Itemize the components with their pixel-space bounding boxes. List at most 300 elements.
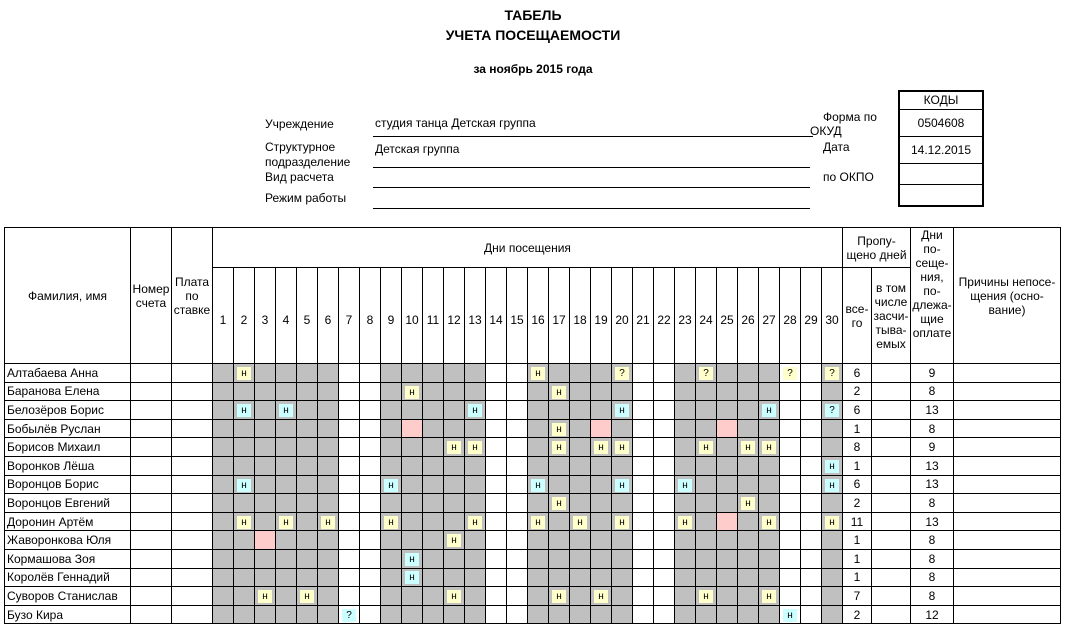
day-cell[interactable] <box>738 456 759 475</box>
day-cell[interactable] <box>591 587 612 606</box>
day-cell[interactable] <box>465 531 486 550</box>
day-cell[interactable] <box>738 494 759 513</box>
day-cell[interactable] <box>591 475 612 494</box>
day-cell[interactable] <box>822 549 843 568</box>
day-cell[interactable] <box>507 401 528 420</box>
day-cell[interactable] <box>255 512 276 531</box>
day-cell[interactable] <box>528 364 549 383</box>
day-cell[interactable] <box>801 512 822 531</box>
day-cell[interactable] <box>423 456 444 475</box>
day-cell[interactable] <box>360 512 381 531</box>
day-cell[interactable] <box>213 605 234 624</box>
day-cell[interactable] <box>465 605 486 624</box>
day-cell[interactable] <box>591 512 612 531</box>
day-cell[interactable] <box>801 605 822 624</box>
day-cell[interactable] <box>549 549 570 568</box>
day-cell[interactable] <box>297 587 318 606</box>
day-cell[interactable] <box>675 456 696 475</box>
absence-reason[interactable] <box>954 512 1061 531</box>
day-cell[interactable] <box>465 587 486 606</box>
pay-cell[interactable] <box>172 531 213 550</box>
day-cell[interactable] <box>633 382 654 401</box>
day-cell[interactable] <box>360 382 381 401</box>
day-cell[interactable] <box>591 549 612 568</box>
day-cell[interactable] <box>591 568 612 587</box>
missed-counted[interactable] <box>872 531 911 550</box>
day-cell[interactable] <box>717 438 738 457</box>
day-cell[interactable] <box>738 475 759 494</box>
day-cell[interactable] <box>276 587 297 606</box>
day-cell[interactable] <box>465 401 486 420</box>
absence-reason[interactable] <box>954 475 1061 494</box>
day-cell[interactable] <box>318 419 339 438</box>
day-cell[interactable] <box>780 475 801 494</box>
day-cell[interactable] <box>213 512 234 531</box>
day-cell[interactable] <box>486 419 507 438</box>
day-cell[interactable] <box>549 401 570 420</box>
day-cell[interactable] <box>234 475 255 494</box>
day-cell[interactable] <box>528 531 549 550</box>
day-cell[interactable] <box>570 568 591 587</box>
day-cell[interactable] <box>318 475 339 494</box>
day-cell[interactable] <box>696 605 717 624</box>
missed-counted[interactable] <box>872 494 911 513</box>
day-cell[interactable] <box>402 531 423 550</box>
day-cell[interactable] <box>801 587 822 606</box>
day-cell[interactable] <box>717 401 738 420</box>
missed-counted[interactable] <box>872 419 911 438</box>
day-cell[interactable] <box>234 401 255 420</box>
day-cell[interactable] <box>402 494 423 513</box>
day-cell[interactable] <box>780 587 801 606</box>
day-cell[interactable] <box>486 364 507 383</box>
day-cell[interactable] <box>591 401 612 420</box>
day-cell[interactable] <box>255 382 276 401</box>
day-cell[interactable] <box>360 456 381 475</box>
day-cell[interactable] <box>234 568 255 587</box>
day-cell[interactable] <box>759 419 780 438</box>
day-cell[interactable] <box>423 364 444 383</box>
day-cell[interactable] <box>360 605 381 624</box>
pay-cell[interactable] <box>172 549 213 568</box>
day-cell[interactable] <box>465 382 486 401</box>
day-cell[interactable] <box>213 494 234 513</box>
day-cell[interactable] <box>738 512 759 531</box>
day-cell[interactable] <box>591 382 612 401</box>
day-cell[interactable] <box>822 419 843 438</box>
day-cell[interactable] <box>360 494 381 513</box>
day-cell[interactable] <box>822 531 843 550</box>
day-cell[interactable] <box>402 549 423 568</box>
day-cell[interactable] <box>213 587 234 606</box>
day-cell[interactable] <box>570 382 591 401</box>
day-cell[interactable] <box>780 512 801 531</box>
day-cell[interactable] <box>486 605 507 624</box>
day-cell[interactable] <box>654 605 675 624</box>
day-cell[interactable] <box>297 531 318 550</box>
pay-cell[interactable] <box>172 494 213 513</box>
day-cell[interactable] <box>297 605 318 624</box>
absence-reason[interactable] <box>954 364 1061 383</box>
day-cell[interactable] <box>486 475 507 494</box>
day-cell[interactable] <box>549 568 570 587</box>
day-cell[interactable] <box>360 587 381 606</box>
day-cell[interactable] <box>276 512 297 531</box>
day-cell[interactable] <box>717 364 738 383</box>
day-cell[interactable] <box>675 364 696 383</box>
day-cell[interactable] <box>465 456 486 475</box>
day-cell[interactable] <box>486 549 507 568</box>
day-cell[interactable] <box>549 587 570 606</box>
missed-counted[interactable] <box>872 456 911 475</box>
day-cell[interactable] <box>570 587 591 606</box>
day-cell[interactable] <box>297 382 318 401</box>
day-cell[interactable] <box>339 549 360 568</box>
day-cell[interactable] <box>486 401 507 420</box>
day-cell[interactable] <box>213 531 234 550</box>
day-cell[interactable] <box>528 512 549 531</box>
day-cell[interactable] <box>780 438 801 457</box>
day-cell[interactable] <box>696 364 717 383</box>
account-cell[interactable] <box>131 587 172 606</box>
day-cell[interactable] <box>213 401 234 420</box>
day-cell[interactable] <box>738 568 759 587</box>
day-cell[interactable] <box>339 382 360 401</box>
account-cell[interactable] <box>131 605 172 624</box>
day-cell[interactable] <box>255 494 276 513</box>
account-cell[interactable] <box>131 419 172 438</box>
day-cell[interactable] <box>549 364 570 383</box>
day-cell[interactable] <box>738 419 759 438</box>
day-cell[interactable] <box>822 494 843 513</box>
day-cell[interactable] <box>612 494 633 513</box>
day-cell[interactable] <box>381 568 402 587</box>
absence-reason[interactable] <box>954 494 1061 513</box>
day-cell[interactable] <box>801 382 822 401</box>
day-cell[interactable] <box>591 364 612 383</box>
day-cell[interactable] <box>339 605 360 624</box>
day-cell[interactable] <box>759 512 780 531</box>
day-cell[interactable] <box>423 587 444 606</box>
day-cell[interactable] <box>780 401 801 420</box>
day-cell[interactable] <box>675 549 696 568</box>
day-cell[interactable] <box>801 475 822 494</box>
day-cell[interactable] <box>276 438 297 457</box>
day-cell[interactable] <box>801 401 822 420</box>
day-cell[interactable] <box>318 382 339 401</box>
day-cell[interactable] <box>591 438 612 457</box>
day-cell[interactable] <box>360 438 381 457</box>
day-cell[interactable] <box>486 456 507 475</box>
day-cell[interactable] <box>444 587 465 606</box>
day-cell[interactable] <box>675 605 696 624</box>
day-cell[interactable] <box>759 456 780 475</box>
day-cell[interactable] <box>570 531 591 550</box>
day-cell[interactable] <box>444 568 465 587</box>
day-cell[interactable] <box>570 419 591 438</box>
missed-counted[interactable] <box>872 587 911 606</box>
day-cell[interactable] <box>486 438 507 457</box>
day-cell[interactable] <box>381 475 402 494</box>
day-cell[interactable] <box>549 494 570 513</box>
day-cell[interactable] <box>801 364 822 383</box>
day-cell[interactable] <box>423 568 444 587</box>
day-cell[interactable] <box>318 438 339 457</box>
day-cell[interactable] <box>717 475 738 494</box>
day-cell[interactable] <box>339 531 360 550</box>
day-cell[interactable] <box>801 419 822 438</box>
day-cell[interactable] <box>570 456 591 475</box>
day-cell[interactable] <box>213 382 234 401</box>
day-cell[interactable] <box>570 512 591 531</box>
day-cell[interactable] <box>528 475 549 494</box>
day-cell[interactable] <box>318 512 339 531</box>
day-cell[interactable] <box>717 456 738 475</box>
day-cell[interactable] <box>570 549 591 568</box>
day-cell[interactable] <box>402 605 423 624</box>
day-cell[interactable] <box>339 568 360 587</box>
day-cell[interactable] <box>507 438 528 457</box>
day-cell[interactable] <box>570 401 591 420</box>
day-cell[interactable] <box>444 605 465 624</box>
day-cell[interactable] <box>654 475 675 494</box>
day-cell[interactable] <box>339 438 360 457</box>
day-cell[interactable] <box>381 438 402 457</box>
day-cell[interactable] <box>339 419 360 438</box>
day-cell[interactable] <box>486 494 507 513</box>
day-cell[interactable] <box>822 475 843 494</box>
day-cell[interactable] <box>759 494 780 513</box>
day-cell[interactable] <box>444 401 465 420</box>
day-cell[interactable] <box>255 438 276 457</box>
pay-cell[interactable] <box>172 456 213 475</box>
day-cell[interactable] <box>696 382 717 401</box>
day-cell[interactable] <box>234 531 255 550</box>
day-cell[interactable] <box>276 568 297 587</box>
day-cell[interactable] <box>297 401 318 420</box>
day-cell[interactable] <box>339 364 360 383</box>
day-cell[interactable] <box>654 382 675 401</box>
day-cell[interactable] <box>234 512 255 531</box>
day-cell[interactable] <box>528 587 549 606</box>
account-cell[interactable] <box>131 512 172 531</box>
day-cell[interactable] <box>675 401 696 420</box>
day-cell[interactable] <box>528 549 549 568</box>
day-cell[interactable] <box>297 456 318 475</box>
day-cell[interactable] <box>507 587 528 606</box>
day-cell[interactable] <box>381 382 402 401</box>
missed-counted[interactable] <box>872 438 911 457</box>
day-cell[interactable] <box>318 549 339 568</box>
day-cell[interactable] <box>612 438 633 457</box>
day-cell[interactable] <box>381 364 402 383</box>
day-cell[interactable] <box>654 568 675 587</box>
pay-cell[interactable] <box>172 605 213 624</box>
day-cell[interactable] <box>780 382 801 401</box>
account-cell[interactable] <box>131 438 172 457</box>
day-cell[interactable] <box>675 382 696 401</box>
day-cell[interactable] <box>633 401 654 420</box>
day-cell[interactable] <box>381 512 402 531</box>
day-cell[interactable] <box>465 512 486 531</box>
day-cell[interactable] <box>255 605 276 624</box>
day-cell[interactable] <box>276 364 297 383</box>
day-cell[interactable] <box>276 531 297 550</box>
day-cell[interactable] <box>360 549 381 568</box>
absence-reason[interactable] <box>954 605 1061 624</box>
day-cell[interactable] <box>696 494 717 513</box>
day-cell[interactable] <box>591 531 612 550</box>
day-cell[interactable] <box>381 549 402 568</box>
day-cell[interactable] <box>528 382 549 401</box>
day-cell[interactable] <box>675 587 696 606</box>
day-cell[interactable] <box>507 512 528 531</box>
day-cell[interactable] <box>486 587 507 606</box>
day-cell[interactable] <box>591 605 612 624</box>
day-cell[interactable] <box>318 605 339 624</box>
day-cell[interactable] <box>717 512 738 531</box>
day-cell[interactable] <box>696 401 717 420</box>
day-cell[interactable] <box>381 494 402 513</box>
day-cell[interactable] <box>570 475 591 494</box>
day-cell[interactable] <box>402 512 423 531</box>
pay-cell[interactable] <box>172 568 213 587</box>
day-cell[interactable] <box>759 475 780 494</box>
day-cell[interactable] <box>465 568 486 587</box>
day-cell[interactable] <box>318 568 339 587</box>
day-cell[interactable] <box>276 605 297 624</box>
day-cell[interactable] <box>297 549 318 568</box>
day-cell[interactable] <box>297 512 318 531</box>
day-cell[interactable] <box>234 382 255 401</box>
day-cell[interactable] <box>444 438 465 457</box>
absence-reason[interactable] <box>954 456 1061 475</box>
day-cell[interactable] <box>402 568 423 587</box>
day-cell[interactable] <box>780 568 801 587</box>
day-cell[interactable] <box>444 419 465 438</box>
day-cell[interactable] <box>465 475 486 494</box>
day-cell[interactable] <box>381 419 402 438</box>
day-cell[interactable] <box>318 531 339 550</box>
day-cell[interactable] <box>465 438 486 457</box>
day-cell[interactable] <box>255 364 276 383</box>
day-cell[interactable] <box>381 587 402 606</box>
day-cell[interactable] <box>738 531 759 550</box>
day-cell[interactable] <box>780 549 801 568</box>
day-cell[interactable] <box>570 494 591 513</box>
day-cell[interactable] <box>423 494 444 513</box>
account-cell[interactable] <box>131 494 172 513</box>
day-cell[interactable] <box>654 494 675 513</box>
day-cell[interactable] <box>570 364 591 383</box>
day-cell[interactable] <box>612 456 633 475</box>
day-cell[interactable] <box>759 382 780 401</box>
day-cell[interactable] <box>696 587 717 606</box>
day-cell[interactable] <box>675 512 696 531</box>
day-cell[interactable] <box>549 456 570 475</box>
day-cell[interactable] <box>423 419 444 438</box>
day-cell[interactable] <box>633 419 654 438</box>
day-cell[interactable] <box>423 475 444 494</box>
day-cell[interactable] <box>612 419 633 438</box>
day-cell[interactable] <box>276 494 297 513</box>
day-cell[interactable] <box>675 438 696 457</box>
day-cell[interactable] <box>822 401 843 420</box>
day-cell[interactable] <box>822 382 843 401</box>
day-cell[interactable] <box>360 401 381 420</box>
day-cell[interactable] <box>444 531 465 550</box>
day-cell[interactable] <box>528 456 549 475</box>
day-cell[interactable] <box>759 401 780 420</box>
day-cell[interactable] <box>318 364 339 383</box>
day-cell[interactable] <box>507 364 528 383</box>
day-cell[interactable] <box>423 382 444 401</box>
day-cell[interactable] <box>780 494 801 513</box>
day-cell[interactable] <box>444 512 465 531</box>
day-cell[interactable] <box>675 568 696 587</box>
day-cell[interactable] <box>339 456 360 475</box>
day-cell[interactable] <box>591 419 612 438</box>
day-cell[interactable] <box>759 364 780 383</box>
day-cell[interactable] <box>759 568 780 587</box>
day-cell[interactable] <box>213 475 234 494</box>
day-cell[interactable] <box>423 512 444 531</box>
day-cell[interactable] <box>255 587 276 606</box>
day-cell[interactable] <box>717 419 738 438</box>
day-cell[interactable] <box>486 382 507 401</box>
day-cell[interactable] <box>549 419 570 438</box>
day-cell[interactable] <box>528 438 549 457</box>
absence-reason[interactable] <box>954 401 1061 420</box>
day-cell[interactable] <box>276 401 297 420</box>
pay-cell[interactable] <box>172 475 213 494</box>
day-cell[interactable] <box>465 494 486 513</box>
pay-cell[interactable] <box>172 364 213 383</box>
missed-counted[interactable] <box>872 549 911 568</box>
day-cell[interactable] <box>549 475 570 494</box>
pay-cell[interactable] <box>172 587 213 606</box>
day-cell[interactable] <box>801 549 822 568</box>
day-cell[interactable] <box>255 531 276 550</box>
day-cell[interactable] <box>822 568 843 587</box>
day-cell[interactable] <box>297 419 318 438</box>
account-cell[interactable] <box>131 531 172 550</box>
day-cell[interactable] <box>612 512 633 531</box>
day-cell[interactable] <box>234 605 255 624</box>
day-cell[interactable] <box>318 494 339 513</box>
pay-cell[interactable] <box>172 382 213 401</box>
day-cell[interactable] <box>234 494 255 513</box>
day-cell[interactable] <box>381 401 402 420</box>
day-cell[interactable] <box>297 438 318 457</box>
absence-reason[interactable] <box>954 531 1061 550</box>
day-cell[interactable] <box>738 587 759 606</box>
day-cell[interactable] <box>654 438 675 457</box>
day-cell[interactable] <box>612 605 633 624</box>
day-cell[interactable] <box>360 531 381 550</box>
day-cell[interactable] <box>696 568 717 587</box>
day-cell[interactable] <box>381 605 402 624</box>
day-cell[interactable] <box>591 494 612 513</box>
day-cell[interactable] <box>276 419 297 438</box>
day-cell[interactable] <box>696 475 717 494</box>
day-cell[interactable] <box>423 531 444 550</box>
day-cell[interactable] <box>255 401 276 420</box>
account-cell[interactable] <box>131 364 172 383</box>
day-cell[interactable] <box>696 512 717 531</box>
day-cell[interactable] <box>255 549 276 568</box>
day-cell[interactable] <box>801 438 822 457</box>
